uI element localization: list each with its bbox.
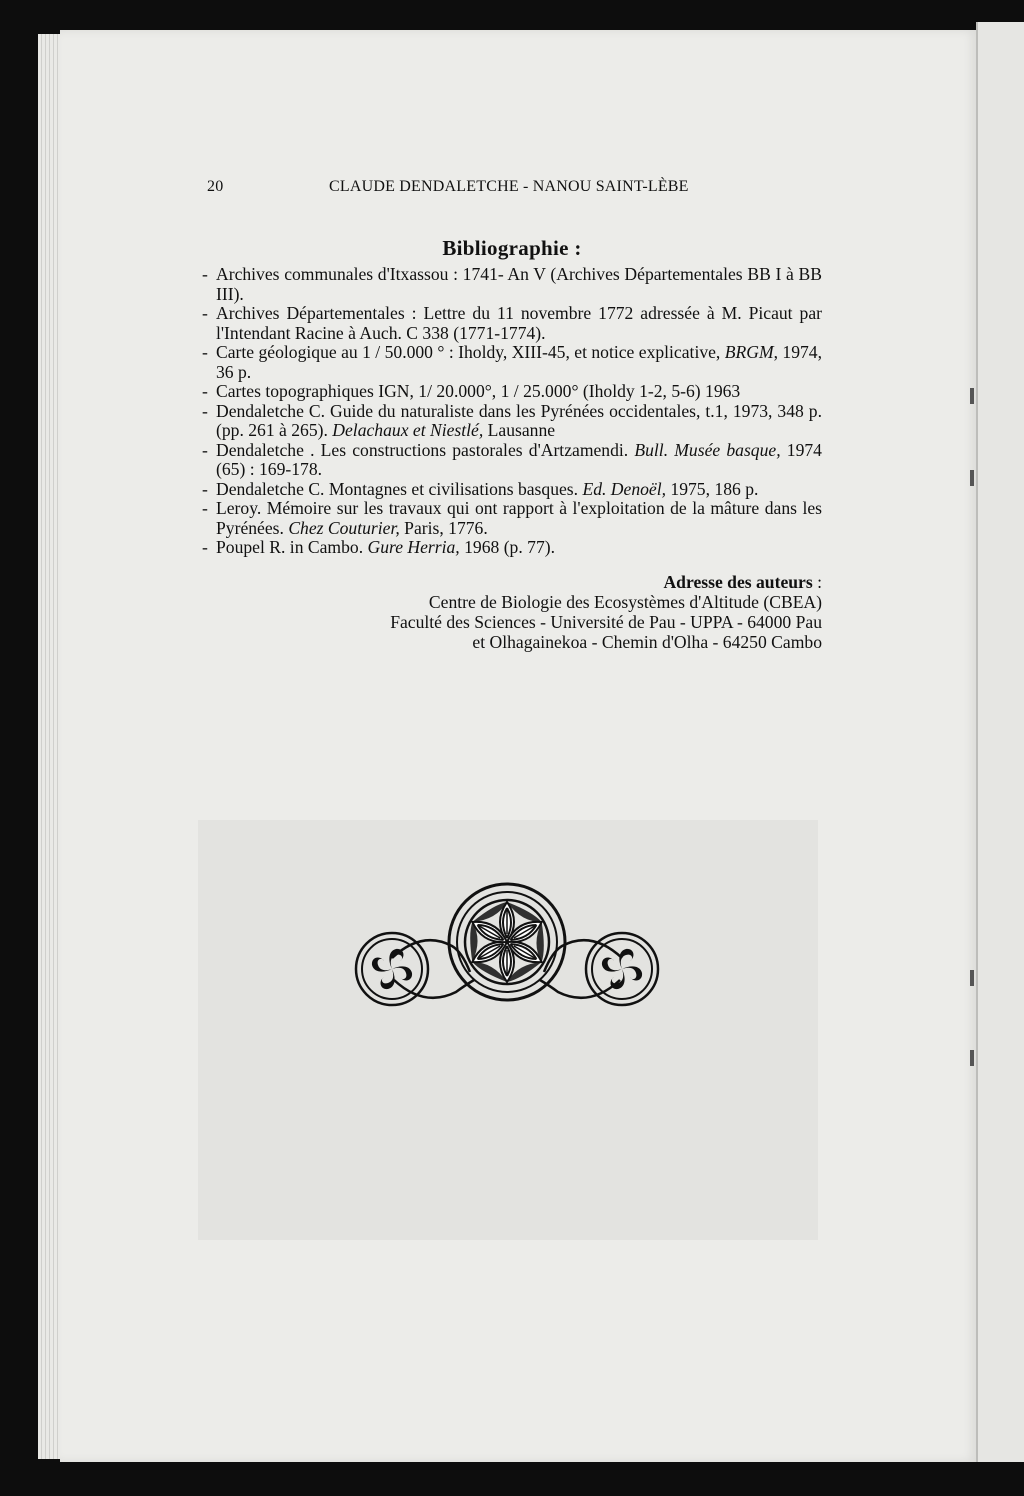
page-content — [202, 174, 822, 652]
address-line: Faculté des Sciences - Université de Pau - UPPA - 64000 Pau — [390, 611, 822, 632]
bibliography-heading: Bibliographie : — [442, 236, 582, 260]
binding-mark — [970, 970, 974, 986]
bibliography-entry: - Leroy. Mémoire sur les travaux qui ont rapport à l'exploitation de la mâture dans les Pyrénées. Chez Couturier, Paris, 1776. — [202, 498, 822, 538]
binding-mark — [970, 470, 974, 486]
bibliography-entry: - Archives communales d'Itxassou : 1741- An V (Archives Départementales BB I à BB III). — [202, 264, 822, 304]
running-title: CLAUDE DENDALETCHE - NANOU SAINT-LÈBE — [329, 178, 689, 195]
bibliography-list — [202, 265, 822, 558]
bibliography-entry: - Archives Départementales : Lettre du 11 novembre 1772 adressée à M. Picaut par l'Intendant Racine à Auch. C 338 (1771-1774). — [202, 303, 822, 343]
facing-page-edge — [976, 22, 1024, 1462]
bibliography-entry: - Carte géologique au 1 / 50.000 ° : Iholdy, XIII-45, et notice explicative, BRGM, 1974, 36 p. — [202, 342, 822, 382]
running-head — [202, 174, 822, 198]
bibliography-entry: - Dendaletche C. Montagnes et civilisations basques. Ed. Denoël, 1975, 186 p. — [202, 478, 759, 499]
address-line: Centre de Biologie des Ecosystèmes d'Altitude (CBEA) — [428, 591, 822, 612]
bibliography-entry: - Dendaletche C. Guide du naturaliste dans les Pyrénées occidentales, t.1, 1973, 348 p. (pp. 261 à 265). Delachaux et Niestlé, Lausanne — [202, 400, 822, 440]
binding-mark — [970, 1050, 974, 1066]
bibliography-entry: - Poupel R. in Cambo. Gure Herria, 1968 (p. 77). — [202, 537, 556, 557]
author-address — [202, 572, 822, 652]
address-heading: Adresse des auteurs : — [663, 571, 822, 592]
basque-lauburu-ornament-icon — [352, 880, 662, 1020]
address-line: et Olhagainekoa - Chemin d'Olha - 64250 Cambo — [472, 631, 822, 652]
page-number: 20 — [207, 178, 224, 195]
bibliography-entry: - Dendaletche . Les constructions pastorales d'Artzamendi. Bull. Musée basque, 1974 (65) : 169-178. — [202, 439, 822, 479]
bibliography-entry: - Cartes topographiques IGN, 1/ 20.000°, 1 / 25.000° (Iholdy 1-2, 5-6) 1963 — [202, 381, 741, 401]
binding-mark — [970, 388, 974, 404]
